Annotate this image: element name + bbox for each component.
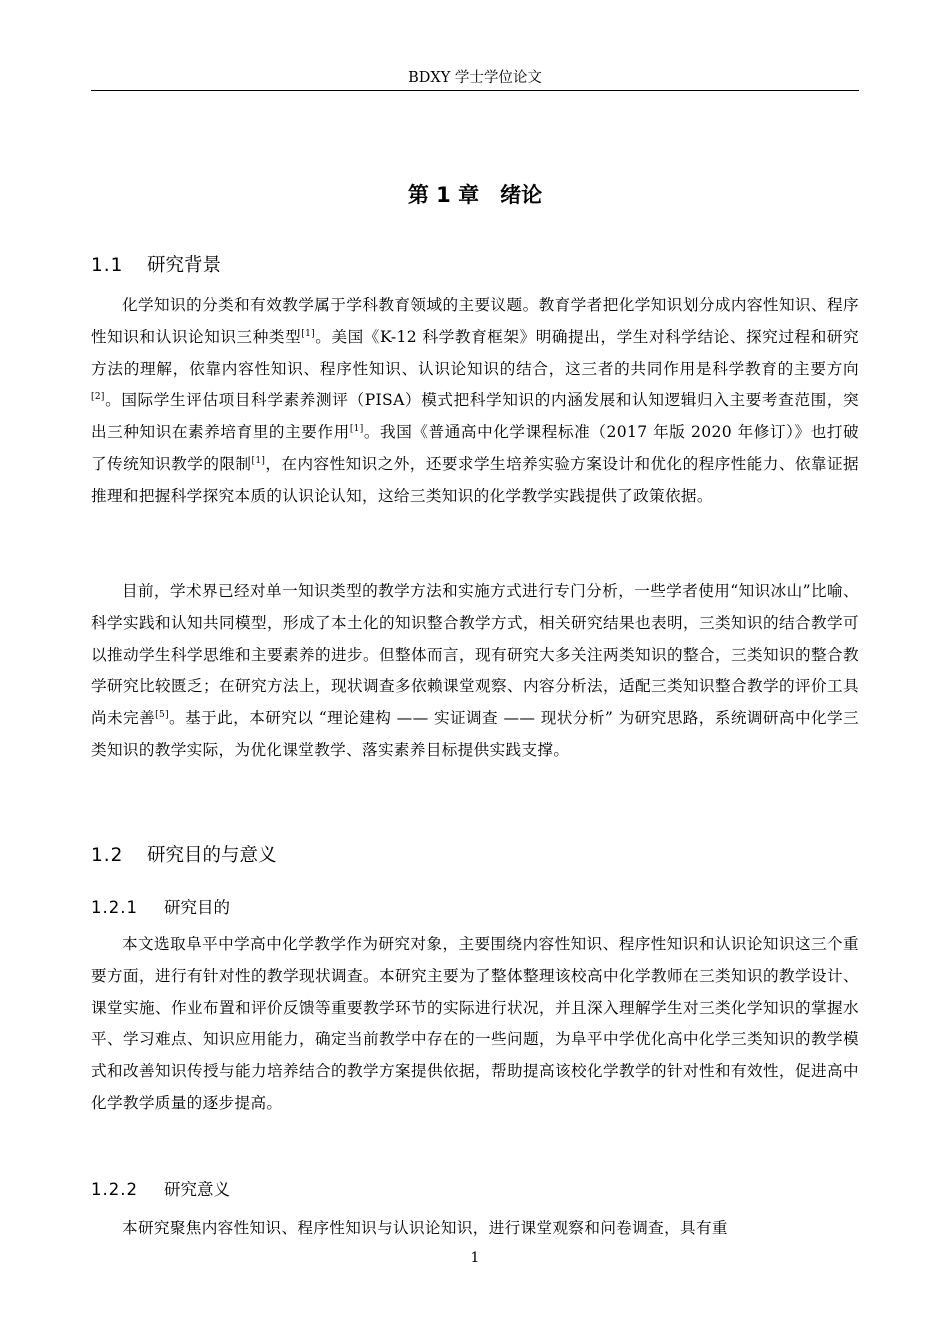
paragraph-background-1: [91, 290, 859, 513]
text-run: ，在内容性知识之外，还要求学生培养实验方案设计和优化的程序性能力、依靠证据推理和把握科学探究本质的认识论认知，这给三类知识的化学教学实践提供了政策依据。: [91, 454, 859, 505]
text-run: 化学知识的分类和有效教学属于学科教育领域的主要议题。教育学者把化学知识划分成内容性知识、程序性知识和认识论知识三种类型: [91, 296, 859, 346]
section-number: 1.1: [91, 255, 124, 276]
citation: [5]: [155, 710, 169, 721]
text-run: 。基于此，本研究以 “理论建构 —— 实证调查 —— 现状分析” 为研究思路，系统调研高中化学三类知识的教学实际，为优化课堂教学、落实素养目标提供实践支撑。: [91, 709, 859, 759]
section-number: 1.2.2: [91, 1180, 138, 1199]
paragraph-background-2: [91, 576, 859, 767]
section-number: 1.2: [91, 845, 124, 866]
section-number: 1.2.1: [91, 898, 138, 917]
section-heading-1-2-1: [91, 896, 230, 920]
section-title: 研究目的与意义: [147, 845, 277, 866]
paragraph-significance: 本研究聚焦内容性知识、程序性知识与认识论知识，进行课堂观察和问卷调查，具有重: [122, 1219, 728, 1237]
citation: [1]: [251, 455, 266, 466]
text-run: 。美国《K-12 科学教育框架》明确提出，学生对科学结论、探究过程和研究方法的理解，依靠内容性知识、程序性知识、认识论知识的结合，这三者的共同作用是科学教育的主要方向: [91, 327, 859, 378]
citation: [1]: [349, 424, 364, 435]
paragraph-purpose: 本文选取阜平中学高中化学教学作为研究对象，主要围绕内容性知识、程序性知识和认识论知识这三个重要方面，进行有针对性的教学现状调查。本研究主要为了整体整理该校高中化学教师在三类知识的教学设计、课堂实施、作业布置和评价反馈等重要教学环节的实际进行状况，并且深入理解学生对三类化学知识的掌握水平、学习难点、知识应用能力，确定当前教学中存在的一些问题，为阜平中学优化高中化学三类知识的教学模式和改善知识传授与能力培养结合的教学方案提供依据，帮助提高该校化学教学的针对性和有效性，促进高中化学教学质量的逐步提高。: [91, 935, 859, 1112]
section-heading-1-2: [91, 843, 277, 869]
section-title: 研究目的: [164, 898, 230, 917]
section-heading-1-1: [91, 253, 221, 279]
section-title: 研究意义: [164, 1180, 230, 1199]
section-heading-1-2-2: [91, 1178, 230, 1202]
running-header: BDXY 学士学位论文: [408, 70, 542, 86]
header-rule: [91, 90, 859, 91]
text-run: 。我国《普通高中化学课程标准（2017 年版 2020 年修订）》也打破了传统知识教学的限制: [91, 423, 859, 473]
section-title: 研究背景: [147, 255, 222, 276]
chapter-title: 第 1 章 绪论: [407, 183, 543, 207]
page-number: 1: [470, 1250, 480, 1266]
text-run: 。国际学生评估项目科学素养测评（PISA）模式把科学知识的内涵发展和认知逻辑归入主要考查范围，突出三种知识在素养培育里的主要作用: [91, 391, 859, 442]
citation: [2]: [91, 392, 105, 403]
citation: [1]: [301, 328, 316, 339]
text-run: 目前，学术界已经对单一知识类型的教学方法和实施方式进行专门分析，一些学者使用“知识冰山”比喻、科学实践和认知共同模型，形成了本土化的知识整合教学方式，相关研究结果也表明，三类知识的结合教学可以推动学生科学思维和主要素养的进步。但整体而言，现有研究大多关注两类知识的整合，三类知识的整合教学研究比较匮乏；在研究方法上，现状调查多依赖课堂观察、内容分析法，适配三类知识整合教学的评价工具尚未完善: [91, 582, 859, 728]
